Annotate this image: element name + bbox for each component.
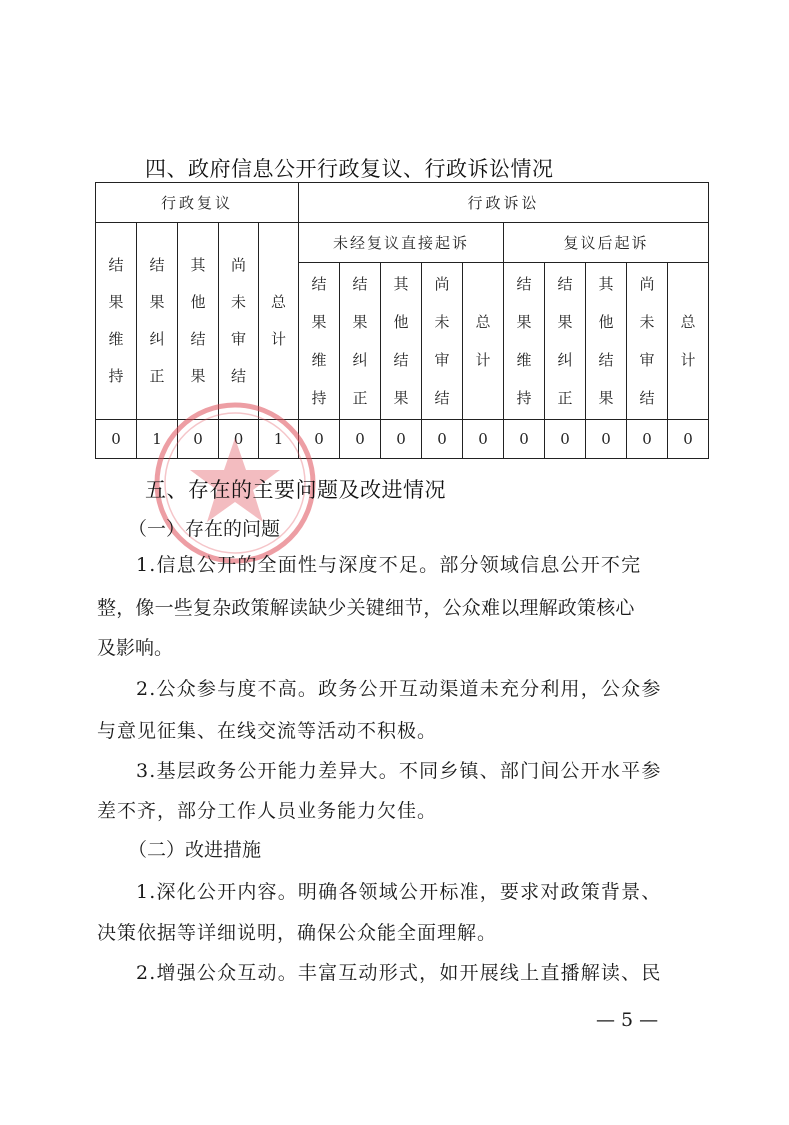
direct-col-total bbox=[463, 263, 504, 420]
after-col-other bbox=[586, 263, 627, 420]
review-col-pending bbox=[219, 223, 259, 420]
column-label-char: 结 bbox=[190, 330, 206, 348]
page-number: — 5 — bbox=[596, 1009, 659, 1031]
column-label-char: 维 bbox=[311, 351, 327, 369]
column-label-char: 结 bbox=[149, 256, 165, 274]
review-litigation-table bbox=[95, 182, 709, 459]
column-label-char: 未 bbox=[434, 313, 450, 331]
column-label-char: 维 bbox=[516, 351, 532, 369]
header-direct-suit: 未经复议直接起诉 bbox=[299, 223, 504, 263]
column-label-char: 结 bbox=[108, 256, 124, 274]
column-label-char: 果 bbox=[149, 293, 165, 311]
review-col-corrected bbox=[137, 223, 178, 420]
after-col-total bbox=[668, 263, 709, 420]
measure-1-line-2: 决策依据等详细说明，确保公众能全面理解。 bbox=[97, 922, 498, 944]
column-label-char: 结 bbox=[352, 275, 368, 293]
column-label-char: 果 bbox=[352, 313, 368, 331]
column-label-char: 尚 bbox=[230, 256, 246, 274]
direct-col-corrected bbox=[340, 263, 381, 420]
after-col-corrected bbox=[545, 263, 586, 420]
column-label-char: 他 bbox=[190, 293, 206, 311]
column-label-char: 计 bbox=[270, 330, 286, 348]
column-label-char: 计 bbox=[680, 351, 696, 369]
subsection-problems-title: （一）存在的问题 bbox=[128, 518, 281, 540]
measure-2-line-1: 2.增强公众互动。丰富互动形式，如开展线上直播解读、民 bbox=[136, 962, 662, 984]
column-label-char: 结 bbox=[598, 351, 614, 369]
header-admin-litigation: 行政诉讼 bbox=[299, 183, 709, 223]
review-value-total: 1 bbox=[259, 420, 299, 459]
column-label-char: 他 bbox=[393, 313, 409, 331]
review-value-upheld: 0 bbox=[96, 420, 137, 459]
column-label-char: 审 bbox=[639, 351, 655, 369]
after-col-pending bbox=[627, 263, 668, 420]
problem-3-line-1: 3.基层政务公开能力差异大。不同乡镇、部门间公开水平参 bbox=[136, 760, 662, 782]
direct-col-other bbox=[381, 263, 422, 420]
after-value-corrected: 0 bbox=[545, 420, 586, 459]
column-label-char: 纠 bbox=[557, 351, 573, 369]
direct-value-upheld: 0 bbox=[299, 420, 340, 459]
header-admin-review: 行政复议 bbox=[96, 183, 299, 223]
after-value-total: 0 bbox=[668, 420, 709, 459]
column-label-char: 未 bbox=[639, 313, 655, 331]
after-value-upheld: 0 bbox=[504, 420, 545, 459]
column-label-char: 纠 bbox=[352, 351, 368, 369]
column-label-char: 果 bbox=[311, 313, 327, 331]
after-col-upheld bbox=[504, 263, 545, 420]
direct-value-pending: 0 bbox=[422, 420, 463, 459]
column-label-char: 果 bbox=[190, 367, 206, 385]
column-label-char: 果 bbox=[393, 389, 409, 407]
column-label-char: 正 bbox=[352, 389, 368, 407]
problem-1-line-2: 整，像一些复杂政策解读缺少关键细节，公众难以理解政策核心 bbox=[97, 597, 635, 619]
after-value-other: 0 bbox=[586, 420, 627, 459]
review-col-other bbox=[178, 223, 219, 420]
column-label-char: 结 bbox=[311, 275, 327, 293]
subsection-measures-title: （二）改进措施 bbox=[128, 839, 262, 861]
column-label-char: 结 bbox=[393, 351, 409, 369]
column-label-char: 果 bbox=[108, 293, 124, 311]
measure-1-line-1: 1.深化公开内容。明确各领域公开标准，要求对政策背景、 bbox=[136, 881, 662, 903]
direct-col-pending bbox=[422, 263, 463, 420]
column-label-char: 审 bbox=[230, 330, 246, 348]
column-label-char: 他 bbox=[598, 313, 614, 331]
column-label-char: 果 bbox=[598, 389, 614, 407]
column-label-char: 果 bbox=[557, 313, 573, 331]
column-label-char: 持 bbox=[311, 389, 327, 407]
column-label-char: 其 bbox=[393, 275, 409, 293]
review-value-pending: 0 bbox=[219, 420, 259, 459]
column-label-char: 果 bbox=[516, 313, 532, 331]
header-suit-after-review: 复议后起诉 bbox=[504, 223, 709, 263]
column-label-char: 其 bbox=[598, 275, 614, 293]
column-label-char: 总 bbox=[475, 313, 491, 331]
column-label-char: 纠 bbox=[149, 330, 165, 348]
column-label-char: 维 bbox=[108, 330, 124, 348]
direct-value-other: 0 bbox=[381, 420, 422, 459]
column-label-char: 其 bbox=[190, 256, 206, 274]
column-label-char: 尚 bbox=[639, 275, 655, 293]
column-label-char: 正 bbox=[149, 367, 165, 385]
column-label-char: 计 bbox=[475, 351, 491, 369]
after-value-pending: 0 bbox=[627, 420, 668, 459]
review-value-other: 0 bbox=[178, 420, 219, 459]
column-label-char: 正 bbox=[557, 389, 573, 407]
direct-col-upheld bbox=[299, 263, 340, 420]
problem-2-line-1: 2.公众参与度不高。政务公开互动渠道未充分利用，公众参 bbox=[136, 678, 662, 700]
direct-value-total: 0 bbox=[463, 420, 504, 459]
column-label-char: 结 bbox=[516, 275, 532, 293]
review-col-upheld bbox=[96, 223, 137, 420]
section5-title: 五、存在的主要问题及改进情况 bbox=[145, 478, 446, 502]
review-col-total bbox=[259, 223, 299, 420]
direct-value-corrected: 0 bbox=[340, 420, 381, 459]
problem-2-line-2: 与意见征集、在线交流等活动不积极。 bbox=[97, 720, 438, 742]
column-label-char: 持 bbox=[516, 389, 532, 407]
review-value-corrected: 1 bbox=[137, 420, 178, 459]
column-label-char: 尚 bbox=[434, 275, 450, 293]
column-label-char: 结 bbox=[434, 389, 450, 407]
column-label-char: 总 bbox=[680, 313, 696, 331]
column-label-char: 结 bbox=[639, 389, 655, 407]
column-label-char: 总 bbox=[270, 293, 286, 311]
column-label-char: 结 bbox=[557, 275, 573, 293]
problem-1-line-1: 1.信息公开的全面性与深度不足。部分领域信息公开不完 bbox=[136, 554, 642, 576]
section4-title: 四、政府信息公开行政复议、行政诉讼情况 bbox=[145, 157, 554, 181]
problem-3-line-2: 差不齐，部分工作人员业务能力欠佳。 bbox=[97, 800, 438, 822]
column-label-char: 结 bbox=[230, 367, 246, 385]
problem-1-line-3: 及影响。 bbox=[97, 637, 174, 659]
column-label-char: 持 bbox=[108, 367, 124, 385]
column-label-char: 审 bbox=[434, 351, 450, 369]
column-label-char: 未 bbox=[230, 293, 246, 311]
